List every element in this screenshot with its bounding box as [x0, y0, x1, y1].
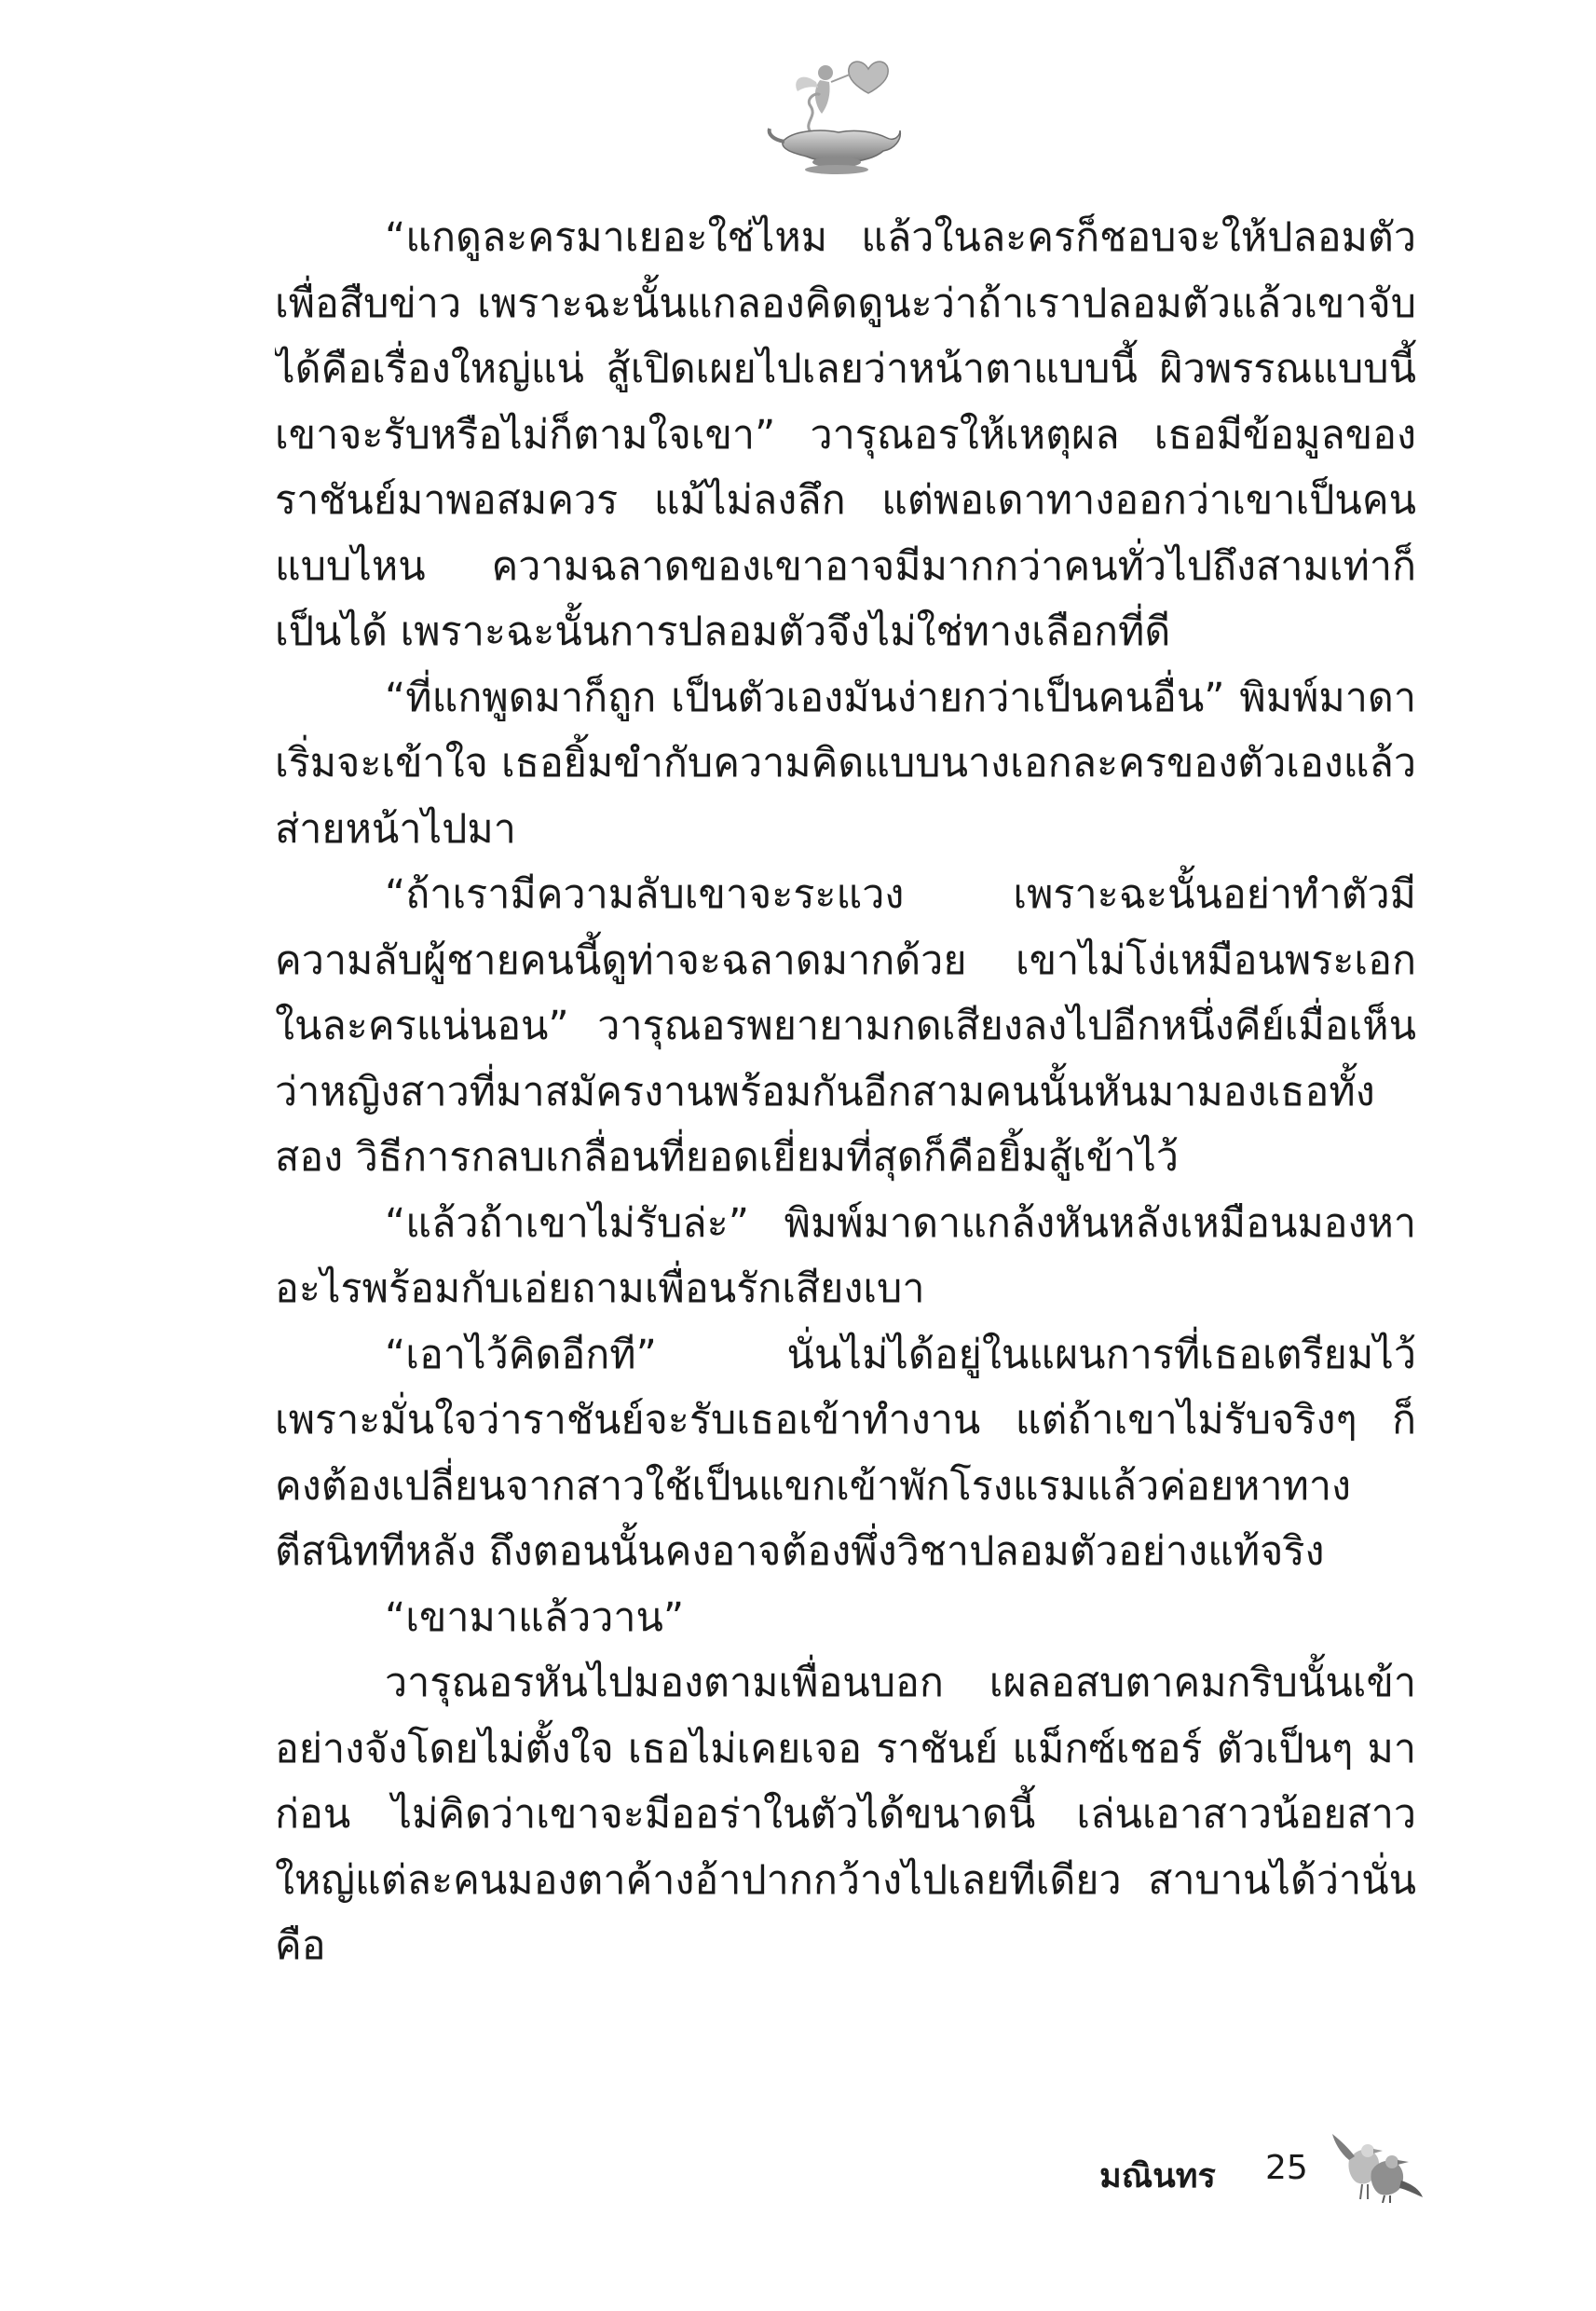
paragraph: “ถ้าเรามีความลับเขาจะระแวง เพราะฉะนั้นอย่าทำตัวมีความลับผู้ชายคนนี้ดูท่าจะฉลาดมากด้วย เขาไม่โง่เหมือนพระเอกในละครแน่นอน” วารุณอรพยายามกดเสียงลงไปอีกหนึ่งคีย์เมื่อเห็นว่าหญิงสาวที่มาสมัครงานพร้อมกันอีกสามคนนั้นหันมามองเธอทั้งสอง วิธีการกลบเกลื่อนที่ยอดเยี่ยมที่สุดก็คือยิ้มสู้เข้าไว้: [275, 871, 1416, 1181]
paragraph: “ที่แกพูดมาก็ถูก เป็นตัวเองมันง่ายกว่าเป็นคนอื่น” พิมพ์มาดาเริ่มจะเข้าใจ เธอยิ้มขำกับความคิดแบบนางเอกละครของตัวเองแล้วส่ายหน้าไปมา: [275, 674, 1416, 853]
paragraph: “เอาไว้คิดอีกที” นั่นไม่ได้อยู่ในแผนการที่เธอเตรียมไว้ เพราะมั่นใจว่าราชันย์จะรับเธอเข้าทำงาน แต่ถ้าเขาไม่รับจริงๆ ก็คงต้องเปลี่ยนจากสาวใช้เป็นแขกเข้าพักโรงแรมแล้วค่อยหาทางตีสนิททีหลัง ถึงตอนนั้นคงอาจต้องพึ่งวิชาปลอมตัวอย่างแท้จริง: [275, 1331, 1416, 1575]
paragraph: “แกดูละครมาเยอะใช่ไหม แล้วในละครก็ชอบจะให้ปลอมตัวเพื่อสืบข่าว เพราะฉะนั้นแกลองคิดดูนะว่าถ้าเราปลอมตัวแล้วเขาจับได้คือเรื่องใหญ่แน่ สู้เปิดเผยไปเลยว่าหน้าตาแบบนี้ ผิวพรรณแบบนี้เขาจะรับหรือไม่ก็ตามใจเขา” วารุณอรให้เหตุผล เธอมีข้อมูลของราชันย์มาพอสมควร แม้ไม่ลงลึก แต่พอเดาทางออกว่าเขาเป็นคนแบบไหน ความฉลาดของเขาอาจมีมากกว่าคนทั่วไปถึงสามเท่าก็เป็นได้ เพราะฉะนั้นการปลอมตัวจึงไม่ใช่ทางเลือกที่ดี: [275, 214, 1416, 655]
genie-lamp-ornament-icon: [764, 48, 904, 179]
seagulls-icon: [1330, 2132, 1424, 2203]
page-number: 25: [1265, 2149, 1308, 2187]
page-footer: [1099, 2141, 1435, 2216]
paragraph: “เขามาแล้ววาน”: [385, 1593, 685, 1641]
paragraph: วารุณอรหันไปมองตามเพื่อนบอก เผลอสบตาคมกริบนั้นเข้าอย่างจังโดยไม่ตั้งใจ เธอไม่เคยเจอ ราชันย์ แม็กซ์เชอร์ ตัวเป็นๆ มาก่อน ไม่คิดว่าเขาจะมีออร่าในตัวได้ขนาดนี้ เล่นเอาสาวน้อยสาวใหญ่แต่ละคนมองตาค้างอ้าปากกว้างไปเลยทีเดียว สาบานได้ว่านั่นคือ: [275, 1660, 1416, 1969]
body-text: [275, 205, 1416, 2013]
paragraph: “แล้วถ้าเขาไม่รับล่ะ” พิมพ์มาดาแกล้งหันหลังเหมือนมองหาอะไรพร้อมกับเอ่ยถามเพื่อนรักเสียงเบา: [275, 1199, 1416, 1312]
author-name: มณินทร: [1099, 2157, 1216, 2195]
